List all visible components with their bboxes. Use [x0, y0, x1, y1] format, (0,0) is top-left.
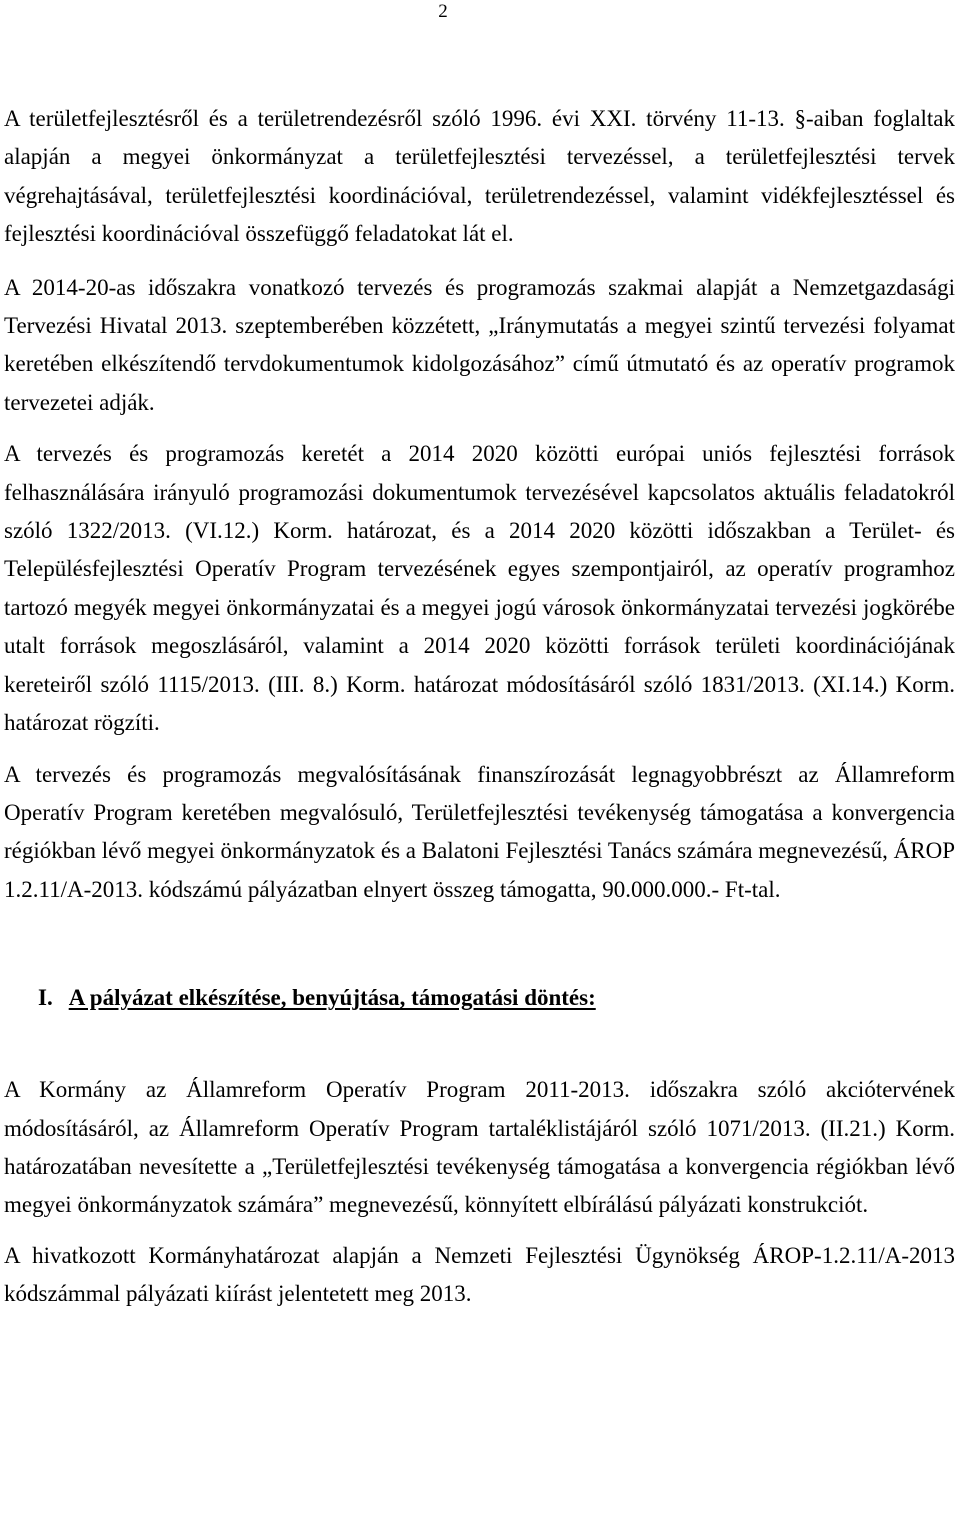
page-number: 2 — [438, 1, 448, 22]
section-number: I. — [38, 985, 53, 1011]
document-body — [4, 100, 955, 1314]
paragraph-legal-basis: A területfejlesztésről és a területrendezésről szóló 1996. évi XXI. törvény 11-13. §-aiban foglaltak alapján a megyei önkormányzat a területfejlesztési tervezéssel, a területfejlesztési tervek végrehajtásával, területfejlesztési koordinációval, területrendezéssel, valamint vidékfejlesztéssel és fejlesztési koordinációval összefüggő feladatokat lát el. — [4, 106, 955, 247]
section-title: A pályázat elkészítése, benyújtása, támogatási döntés: — [68, 985, 596, 1011]
section-heading — [4, 979, 955, 1017]
paragraph-financing: A tervezés és programozás megvalósításának finanszírozását legnagyobbrészt az Államreform Operatív Program keretében megvalósuló, Területfejlesztési tevékenység támogatása a konvergencia régiókban lévő megyei önkormányzatok és a Balatoni Fejlesztési Tanács számára megnevezésű, ÁROP 1.2.11/A-2013. kódszámú pályázatban elnyert összeg támogatta, 90.000.000.- Ft-tal. — [4, 761, 955, 902]
paragraph-programming-framework: A tervezés és programozás keretét a 2014 2020 közötti európai uniós fejlesztési források felhasználására irányuló programozási dokumentumok tervezésével kapcsolatos aktuális feladatokról szóló 1322/2013. (VI.12.) Korm. határozat, és a 2014 2020 közötti időszakban a Terület- és Településfejlesztési Operatív Program tervezésének egyes szempontjairól, az operatív programhoz tartozó megyék megyei önkormányzatai és a megyei jogú városok önkormányzatai tervezési jogkörébe utalt források megoszlásáról, valamint a 2014 2020 közötti források területi koordinációjának kereteiről szóló 1115/2013. (III. 8.) Korm. határozat módosításáról szóló 1831/2013. (XI.14.) Korm. határozat rögzíti. — [4, 441, 955, 736]
paragraph-planning-guidance: A 2014-20-as időszakra vonatkozó tervezés és programozás szakmai alapját a Nemzetgazdasági Tervezési Hivatal 2013. szeptemberében közzétett, „Iránymutatás a megyei szintű tervezési folyamat keretében elkészítendő tervdokumentumok kidolgozásához” című útmutató és az operatív programok tervezetei adják. — [4, 274, 955, 415]
paragraph-tender-announcement: A hivatkozott Kormányhatározat alapján a Nemzeti Fejlesztési Ügynökség ÁROP-1.2.11/A-2013 kódszámmal pályázati kiírást jelentetett meg 2013. — [4, 1242, 955, 1307]
paragraph-government-decision: A Kormány az Államreform Operatív Program 2011-2013. időszakra szóló akciótervének módosításáról, az Államreform Operatív Program tartaléklistájáról szóló 1071/2013. (II.21.) Korm. határozatában nevesítette a „Területfejlesztési tevékenység támogatása a konvergencia régiókban lévő megyei önkormányzatok számára” megnevezésű, könnyített elbírálású pályázati konstrukciót. — [4, 1077, 955, 1218]
